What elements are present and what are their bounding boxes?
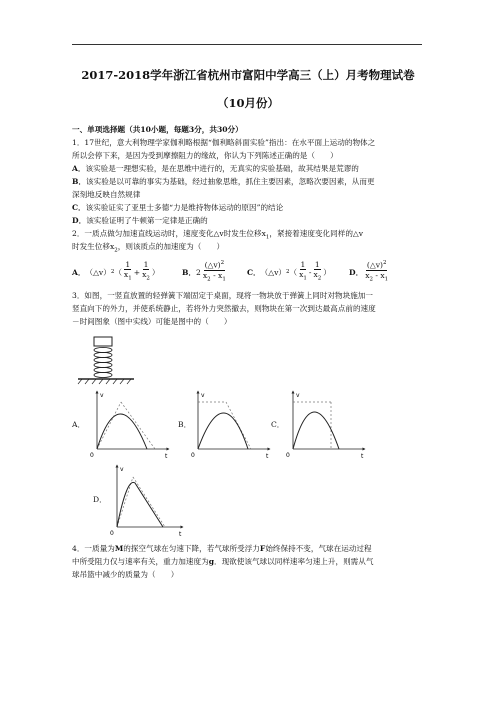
q1-option-d-label: D．	[72, 216, 87, 225]
frac-sub: 2	[317, 275, 322, 282]
q2-option-d[interactable]	[349, 259, 390, 285]
q2-stem-line1-b: ，紧接着速度变化同样的△v	[269, 229, 364, 238]
q3-option-c-label[interactable]: C．	[271, 420, 285, 429]
frac-sub: 1	[128, 275, 132, 282]
page-title: 2017-2018学年浙江省杭州市富阳中学高三（上）月考物理试卷	[81, 68, 415, 82]
q2-option-d-frac	[364, 259, 389, 284]
q1-option-a-text: 该实验是一理想实验，是在思维中进行的，无真实的实验基础，故其结果是荒谬的	[85, 164, 359, 173]
q3-option-d-label[interactable]: D．	[93, 495, 107, 504]
block	[94, 337, 112, 346]
q2-option-a-close: ）	[151, 267, 160, 277]
frac-den	[202, 271, 227, 285]
solid-curve	[198, 413, 248, 449]
solid-curve	[117, 482, 163, 527]
q1-option-c-label: C．	[72, 203, 86, 212]
q4-line2-b: ．现欲使该气球以同样速率匀速上升，则需从气	[214, 557, 374, 566]
solid-curve	[97, 414, 147, 449]
frac-sub: 2	[146, 275, 150, 282]
q1-option-d-text: 该实验证明了牛顿第一定律是正确的	[86, 216, 208, 225]
q2-option-a[interactable]	[72, 259, 159, 285]
frac-num: 1	[300, 260, 306, 270]
q1-option-b-text: 该实验是以可靠的事实为基础，经过抽象思维，抓住主要因素，忽略次要因素，从而更	[86, 177, 375, 186]
q1-option-b[interactable]	[72, 176, 424, 188]
frac-minus: - x	[210, 271, 223, 280]
q2-option-d-label: D．	[349, 267, 364, 277]
q3-graph-b	[186, 387, 274, 461]
q2-option-a-frac1	[123, 260, 133, 284]
q2-option-b-label: B．	[182, 267, 197, 277]
q3-graph-a	[85, 387, 173, 461]
q2-stem-line1-a: 2．一质点做匀加速直线运动时，速度变化△v时发生位移x	[72, 229, 266, 238]
q2-option-b-frac	[202, 259, 227, 284]
q3-graph-c	[281, 387, 369, 461]
frac-sq: 2	[382, 260, 387, 267]
frac-num	[366, 259, 388, 271]
frac-den	[364, 271, 389, 285]
dashed-line	[97, 402, 121, 449]
frac-sub: 1	[222, 276, 226, 283]
q4-stem-line1	[72, 543, 424, 555]
q2-stem-line2-b: ，则该质点的加速度为（ ）	[117, 242, 225, 251]
q1-option-b-cont: 深刻地反映自然规律	[72, 190, 141, 199]
frac-dv: (△v)	[366, 261, 383, 270]
header-rule	[72, 44, 422, 45]
v-axis-label: v	[201, 392, 205, 399]
spring-coil	[94, 347, 112, 377]
q4-var-f: F	[259, 544, 266, 553]
q3-graph-d	[107, 461, 187, 537]
q2-option-a-plus: +	[133, 267, 141, 277]
t-axis-label: t	[266, 453, 269, 460]
q2-option-c-frac1	[298, 260, 308, 284]
q1-option-a[interactable]	[72, 163, 424, 175]
q2-option-c[interactable]	[247, 259, 331, 285]
frac-x: x	[365, 271, 370, 280]
q1-option-c-text: 该实验证实了亚里士多德“力是维持物体运动的原因”的结论	[85, 203, 284, 212]
frac-sub: 2	[369, 276, 373, 283]
solid-curve	[293, 412, 339, 449]
q1-stem-line2: 所以会停下来，是因为受到摩擦阻力的缘故，你认为下列陈述正确的是（ ）	[72, 151, 338, 160]
v-axis-label: v	[100, 392, 104, 399]
q1-option-b-label: B．	[72, 177, 87, 186]
frac-sq: 2	[220, 260, 225, 267]
q2-options	[72, 259, 424, 285]
q2-stem-sub2: 2	[114, 247, 118, 254]
q2-option-b[interactable]	[182, 259, 228, 285]
q1-option-d[interactable]	[72, 215, 424, 227]
frac-minus: - x	[372, 271, 385, 280]
frac-sub: 1	[303, 275, 307, 282]
q2-option-c-close: ）	[323, 267, 331, 277]
frac-den	[141, 270, 151, 284]
q3-option-b-label[interactable]: B．	[178, 420, 192, 429]
frac-den	[123, 270, 133, 284]
frac-x: x	[123, 270, 129, 280]
q3-option-a-label[interactable]: A．	[72, 420, 86, 429]
q4-var-m: M	[114, 544, 124, 553]
q2-option-b-coef: 2	[196, 267, 201, 277]
q2-option-c-open: （	[289, 267, 298, 277]
dashed-line	[133, 477, 165, 527]
frac-den	[298, 270, 308, 284]
t-axis-label: t	[165, 453, 168, 460]
frac-x: x	[299, 270, 304, 280]
q4-line1-b: 的探空气球在匀速下降，若气球所受浮力	[123, 544, 260, 553]
frac-x: x	[142, 270, 147, 280]
frac-num: 1	[143, 260, 149, 270]
frac-num: 1	[314, 260, 320, 270]
frac-x: x	[313, 270, 318, 280]
frac-den	[312, 270, 322, 284]
q4-line1-c: 始终保持不变，气球在运动过程	[265, 544, 372, 553]
origin-label: 0	[110, 530, 114, 537]
page-subtitle: （10月份）	[216, 96, 279, 110]
spring-figure	[76, 334, 136, 386]
v-axis-label: v	[296, 392, 300, 399]
q4-line2-a: 中所受阻力仅与速率有关，重力加速度为	[72, 557, 209, 566]
table-hatching	[78, 379, 131, 384]
q2-option-a-frac2	[141, 260, 151, 284]
q1-stem-line1: 1．17世纪，意大利物理学家伽利略根据“伽利略斜面实验”指出：在水平面上运动的物体之	[72, 138, 376, 147]
frac-sub: 1	[384, 276, 389, 283]
origin-label: 0	[191, 452, 195, 459]
q4-stem-line3: 球吊篮中减少的质量为（ ）	[72, 570, 179, 579]
q4-stem-line2	[72, 556, 424, 568]
q4-line1-a: 4．一质量为	[72, 544, 115, 553]
q2-stem-line2	[72, 241, 424, 257]
q3-stem-line3: －时间图象（图中实线）可能是图中的（ ）	[72, 317, 232, 326]
dashed-line	[121, 402, 155, 449]
q2-stem-sub1: 1	[265, 234, 270, 241]
q2-stem-line2-a: 时发生位移x	[72, 242, 115, 251]
t-axis-label: t	[361, 453, 364, 460]
origin-label: 0	[286, 452, 290, 459]
frac-num: 1	[125, 260, 131, 270]
q3-stem-line2: 竖直向下的外力，并使系统静止，若将外力突然撤去，则物块在第一次到达最高点前的速度	[72, 304, 376, 313]
q3-stem-line1: 3．如图，一竖直放置的轻弹簧下端固定于桌面，现将一物块放于弹簧上同时对物块施加一	[72, 291, 373, 300]
frac-num	[204, 259, 226, 271]
frac-dv: (△v)	[204, 261, 221, 270]
q2-option-c-frac2	[312, 260, 322, 284]
frac-sub: 2	[207, 276, 211, 283]
frac-x: x	[202, 271, 208, 280]
q2-option-a-dv: （△v）	[85, 267, 111, 277]
q2-option-a-open: （	[114, 267, 122, 277]
origin-label: 0	[90, 452, 94, 459]
q4-var-g: g	[208, 557, 214, 566]
q2-option-c-label: C．	[247, 267, 261, 277]
q2-option-c-minus: -	[308, 267, 312, 277]
q1-option-c[interactable]	[72, 202, 424, 214]
q2-option-c-dv: （△v）	[260, 267, 286, 277]
q2-option-c-exp: 2	[285, 269, 290, 275]
q2-option-a-exp: 2	[110, 269, 115, 275]
q2-option-a-label: A．	[72, 267, 86, 277]
q1-option-a-label: A．	[72, 164, 86, 173]
v-axis-label: v	[120, 466, 124, 473]
section-heading: 一、单项选择题（共10小题，每题3分，共30分）	[72, 125, 243, 134]
t-axis-label: t	[179, 531, 182, 537]
